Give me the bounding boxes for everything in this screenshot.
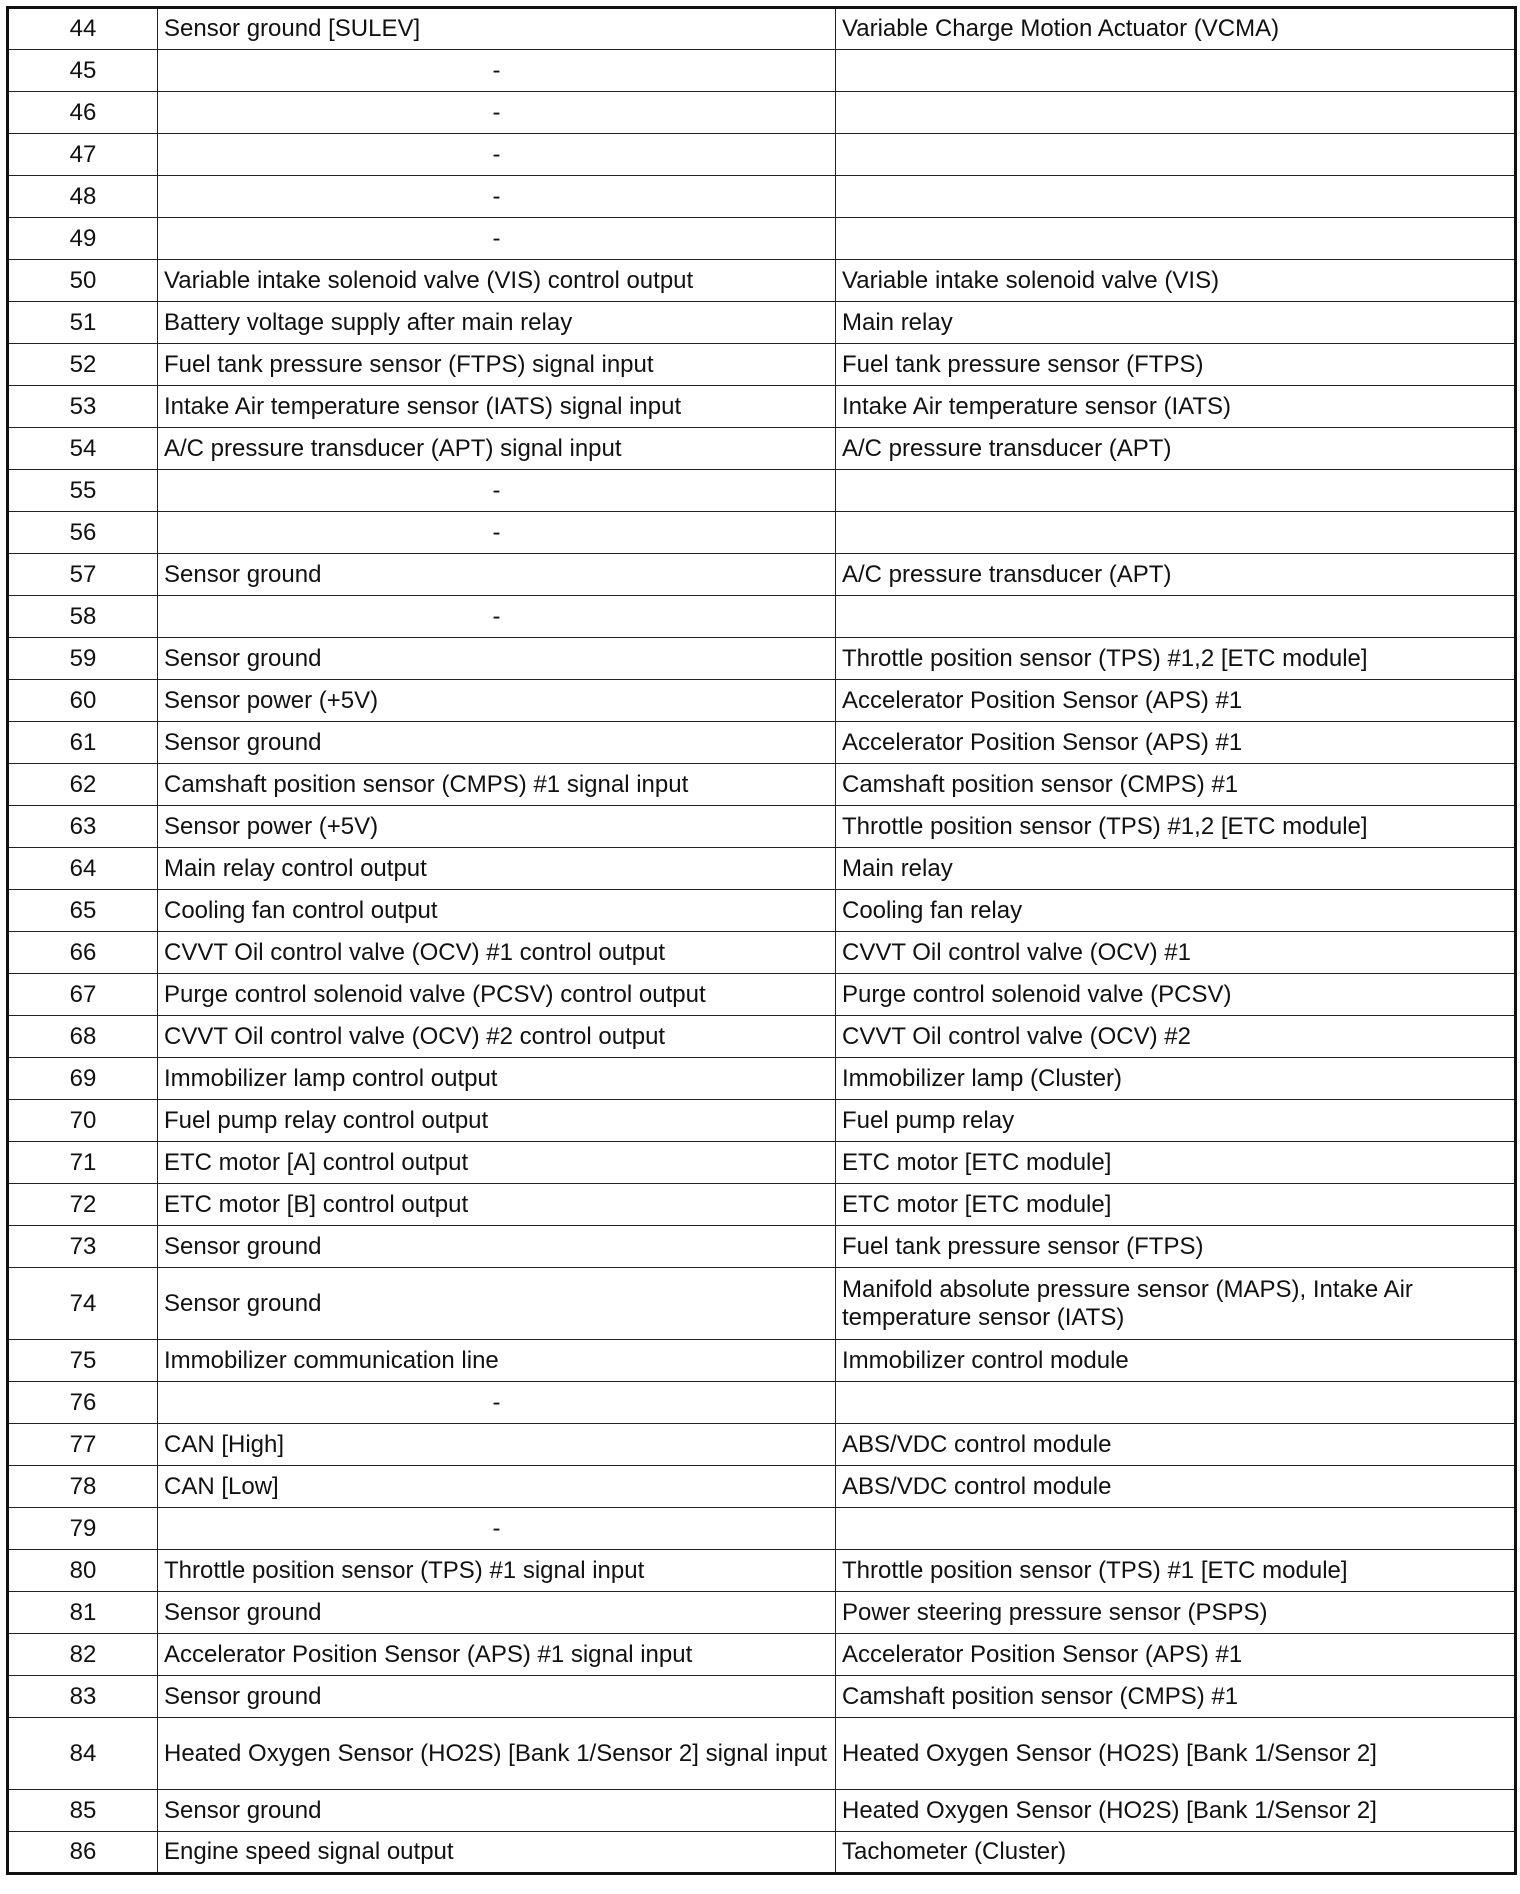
pin-number-cell: 47 [8,134,158,176]
description-cell: CVVT Oil control valve (OCV) #1 control output [158,932,836,974]
description-cell: - [158,50,836,92]
pin-number-cell: 64 [8,848,158,890]
description-cell: Sensor power (+5V) [158,680,836,722]
table-row [8,1550,1516,1592]
pin-number-cell: 48 [8,176,158,218]
table-row [8,1634,1516,1676]
pin-number-cell: 68 [8,1016,158,1058]
table-row [8,302,1516,344]
table-row [8,848,1516,890]
table-row [8,1382,1516,1424]
pin-number-cell: 72 [8,1184,158,1226]
description-cell: CAN [Low] [158,1466,836,1508]
description-cell: Intake Air temperature sensor (IATS) signal input [158,386,836,428]
table-row [8,1058,1516,1100]
table-row [8,638,1516,680]
table-row [8,8,1516,50]
pin-number-cell: 74 [8,1268,158,1340]
connected-to-cell: Heated Oxygen Sensor (HO2S) [Bank 1/Sensor 2] [836,1718,1516,1790]
connected-to-cell [836,1382,1516,1424]
table-row [8,50,1516,92]
description-cell: Sensor ground [158,722,836,764]
table-row [8,1184,1516,1226]
connected-to-cell: Accelerator Position Sensor (APS) #1 [836,722,1516,764]
connected-to-cell: Main relay [836,848,1516,890]
description-cell: Sensor ground [158,638,836,680]
table-row [8,722,1516,764]
pin-number-cell: 83 [8,1676,158,1718]
connected-to-cell: Fuel tank pressure sensor (FTPS) [836,344,1516,386]
description-cell: - [158,176,836,218]
description-cell: Immobilizer lamp control output [158,1058,836,1100]
pin-number-cell: 75 [8,1340,158,1382]
connected-to-cell: Purge control solenoid valve (PCSV) [836,974,1516,1016]
pin-number-cell: 65 [8,890,158,932]
pin-number-cell: 56 [8,512,158,554]
pin-number-cell: 73 [8,1226,158,1268]
connected-to-cell: Manifold absolute pressure sensor (MAPS), Intake Air temperature sensor (IATS) [836,1268,1516,1340]
description-cell: Accelerator Position Sensor (APS) #1 signal input [158,1634,836,1676]
connected-to-cell: CVVT Oil control valve (OCV) #2 [836,1016,1516,1058]
pin-number-cell: 71 [8,1142,158,1184]
description-cell: Fuel tank pressure sensor (FTPS) signal input [158,344,836,386]
table-row [8,92,1516,134]
connected-to-cell: Accelerator Position Sensor (APS) #1 [836,1634,1516,1676]
table-row [8,1676,1516,1718]
pin-number-cell: 79 [8,1508,158,1550]
connected-to-cell: A/C pressure transducer (APT) [836,554,1516,596]
connected-to-cell: Camshaft position sensor (CMPS) #1 [836,1676,1516,1718]
description-cell: Camshaft position sensor (CMPS) #1 signal input [158,764,836,806]
pin-number-cell: 69 [8,1058,158,1100]
pin-number-cell: 44 [8,8,158,50]
pin-number-cell: 52 [8,344,158,386]
description-cell: Heated Oxygen Sensor (HO2S) [Bank 1/Sensor 2] signal input [158,1718,836,1790]
pin-number-cell: 62 [8,764,158,806]
table-row [8,1142,1516,1184]
description-cell: ETC motor [B] control output [158,1184,836,1226]
table-row [8,764,1516,806]
connected-to-cell: Throttle position sensor (TPS) #1,2 [ETC module] [836,806,1516,848]
connected-to-cell: A/C pressure transducer (APT) [836,428,1516,470]
connected-to-cell: CVVT Oil control valve (OCV) #1 [836,932,1516,974]
pin-number-cell: 80 [8,1550,158,1592]
description-cell: - [158,512,836,554]
table-row [8,1508,1516,1550]
description-cell: A/C pressure transducer (APT) signal input [158,428,836,470]
connected-to-cell [836,1508,1516,1550]
table-row [8,1424,1516,1466]
connected-to-cell: Cooling fan relay [836,890,1516,932]
connected-to-cell: Throttle position sensor (TPS) #1 [ETC module] [836,1550,1516,1592]
table-row [8,1100,1516,1142]
description-cell: Sensor power (+5V) [158,806,836,848]
connected-to-cell: Throttle position sensor (TPS) #1,2 [ETC module] [836,638,1516,680]
table-row [8,1718,1516,1790]
pin-number-cell: 86 [8,1832,158,1874]
connected-to-cell: Intake Air temperature sensor (IATS) [836,386,1516,428]
pin-number-cell: 51 [8,302,158,344]
pin-number-cell: 45 [8,50,158,92]
description-cell: Engine speed signal output [158,1832,836,1874]
connected-to-cell: Camshaft position sensor (CMPS) #1 [836,764,1516,806]
table-row [8,470,1516,512]
connected-to-cell [836,50,1516,92]
description-cell: Sensor ground [158,1676,836,1718]
description-cell: CVVT Oil control valve (OCV) #2 control output [158,1016,836,1058]
description-cell: - [158,1508,836,1550]
table-row [8,260,1516,302]
pin-number-cell: 85 [8,1790,158,1832]
pin-number-cell: 66 [8,932,158,974]
connected-to-cell: Variable intake solenoid valve (VIS) [836,260,1516,302]
table-row [8,680,1516,722]
table-row [8,806,1516,848]
description-cell: Sensor ground [158,554,836,596]
pin-number-cell: 46 [8,92,158,134]
pin-number-cell: 61 [8,722,158,764]
connected-to-cell [836,176,1516,218]
table-row [8,386,1516,428]
connected-to-cell: Fuel pump relay [836,1100,1516,1142]
pin-number-cell: 82 [8,1634,158,1676]
description-cell: - [158,92,836,134]
connected-to-cell [836,470,1516,512]
description-cell: Cooling fan control output [158,890,836,932]
pin-number-cell: 77 [8,1424,158,1466]
description-cell: Variable intake solenoid valve (VIS) control output [158,260,836,302]
connected-to-cell: ABS/VDC control module [836,1466,1516,1508]
connected-to-cell: Power steering pressure sensor (PSPS) [836,1592,1516,1634]
description-cell: Sensor ground [158,1226,836,1268]
table-row [8,1016,1516,1058]
description-cell: - [158,1382,836,1424]
pin-table-body [8,8,1516,1874]
table-row [8,890,1516,932]
description-cell: CAN [High] [158,1424,836,1466]
table-row [8,1226,1516,1268]
pin-number-cell: 84 [8,1718,158,1790]
connected-to-cell: Accelerator Position Sensor (APS) #1 [836,680,1516,722]
table-row [8,1790,1516,1832]
table-row [8,134,1516,176]
description-cell: Purge control solenoid valve (PCSV) control output [158,974,836,1016]
pin-number-cell: 63 [8,806,158,848]
description-cell: - [158,134,836,176]
description-cell: Sensor ground [158,1790,836,1832]
description-cell: - [158,218,836,260]
connected-to-cell: ETC motor [ETC module] [836,1184,1516,1226]
table-row [8,512,1516,554]
table-row [8,218,1516,260]
pin-number-cell: 53 [8,386,158,428]
pin-number-cell: 55 [8,470,158,512]
connected-to-cell: Tachometer (Cluster) [836,1832,1516,1874]
table-row [8,1340,1516,1382]
connected-to-cell: Variable Charge Motion Actuator (VCMA) [836,8,1516,50]
pin-number-cell: 54 [8,428,158,470]
connected-to-cell [836,512,1516,554]
pin-number-cell: 76 [8,1382,158,1424]
connected-to-cell: Immobilizer control module [836,1340,1516,1382]
connected-to-cell: Immobilizer lamp (Cluster) [836,1058,1516,1100]
description-cell: Sensor ground [SULEV] [158,8,836,50]
pin-number-cell: 78 [8,1466,158,1508]
pin-number-cell: 67 [8,974,158,1016]
table-row [8,1268,1516,1340]
description-cell: Immobilizer communication line [158,1340,836,1382]
table-row [8,554,1516,596]
connected-to-cell: ETC motor [ETC module] [836,1142,1516,1184]
connected-to-cell [836,218,1516,260]
connected-to-cell [836,596,1516,638]
pin-number-cell: 81 [8,1592,158,1634]
pin-number-cell: 50 [8,260,158,302]
description-cell: Battery voltage supply after main relay [158,302,836,344]
table-row [8,428,1516,470]
table-row [8,176,1516,218]
connected-to-cell [836,92,1516,134]
description-cell: ETC motor [A] control output [158,1142,836,1184]
pin-number-cell: 60 [8,680,158,722]
table-row [8,1592,1516,1634]
pin-number-cell: 58 [8,596,158,638]
connected-to-cell: Main relay [836,302,1516,344]
table-row [8,344,1516,386]
connected-to-cell: Heated Oxygen Sensor (HO2S) [Bank 1/Sensor 2] [836,1790,1516,1832]
connected-to-cell: ABS/VDC control module [836,1424,1516,1466]
table-row [8,974,1516,1016]
table-row [8,1832,1516,1874]
description-cell: Sensor ground [158,1268,836,1340]
description-cell: - [158,596,836,638]
description-cell: Sensor ground [158,1592,836,1634]
pin-number-cell: 57 [8,554,158,596]
table-row [8,596,1516,638]
description-cell: Main relay control output [158,848,836,890]
pin-number-cell: 70 [8,1100,158,1142]
connected-to-cell [836,134,1516,176]
pin-number-cell: 59 [8,638,158,680]
table-row [8,1466,1516,1508]
table-row [8,932,1516,974]
description-cell: Fuel pump relay control output [158,1100,836,1142]
pin-number-cell: 49 [8,218,158,260]
description-cell: Throttle position sensor (TPS) #1 signal input [158,1550,836,1592]
connected-to-cell: Fuel tank pressure sensor (FTPS) [836,1226,1516,1268]
description-cell: - [158,470,836,512]
pin-description-table [6,6,1517,1875]
